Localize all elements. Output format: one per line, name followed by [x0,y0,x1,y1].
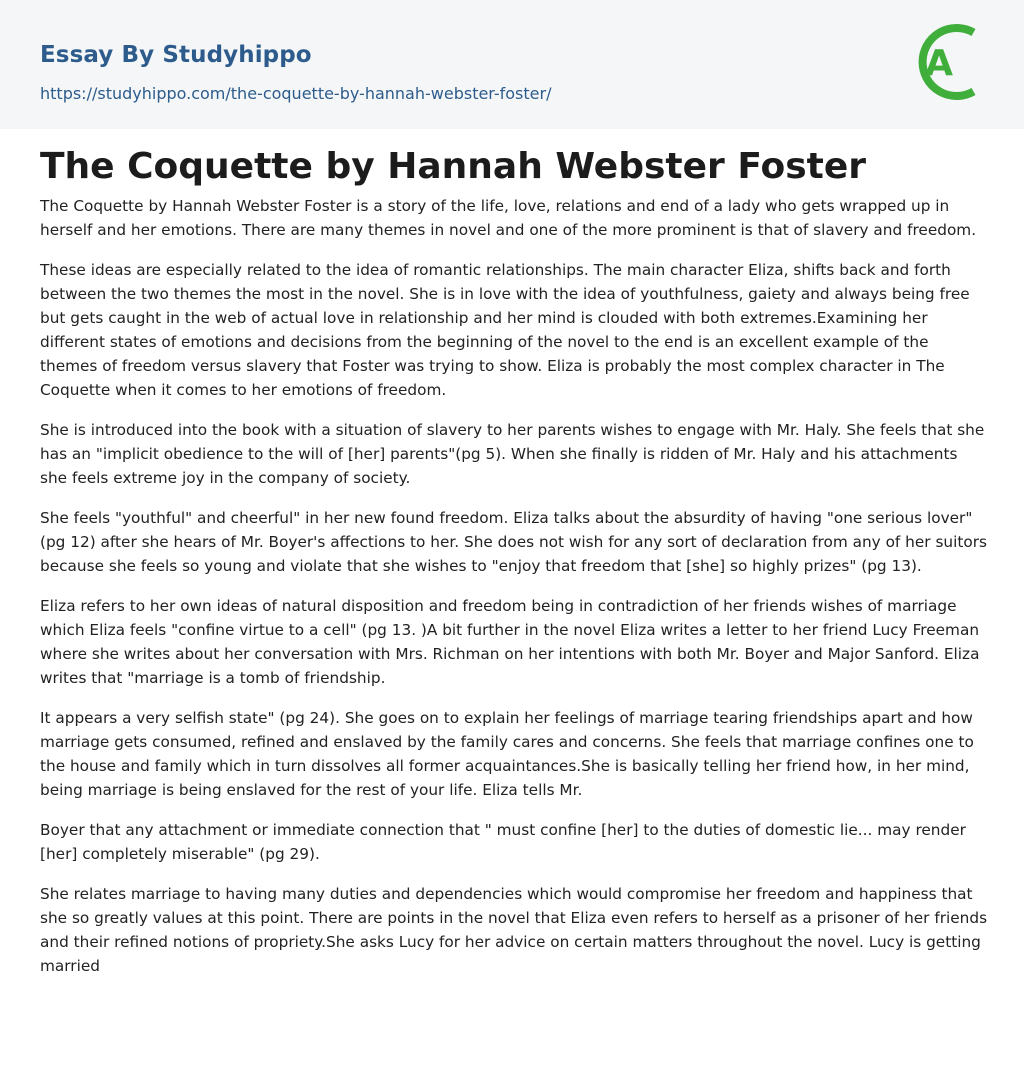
essay-paragraph: She feels "youthful" and cheerful" in her new found freedom. Eliza talks about the absurdity of having "one serious lover" (pg 12) after she hears of Mr. Boyer's affections to her. She does not wish for any sort of declaration from any of her suitors because she feels so young and violate that she wishes to "enjoy that freedom that [she] so highly prizes" (pg 13). [40,509,987,575]
essay-body [40,194,988,994]
essay-paragraph: The Coquette by Hannah Webster Foster is a story of the life, love, relations and end of a lady who gets wrapped up in herself and her emotions. There are many themes in novel and one of the more prominent is that of slavery and freedom. [40,197,977,239]
studyhippo-logo-icon[interactable] [912,18,988,106]
page-title: The Coquette by Hannah Webster Foster [40,146,866,187]
essay-url-link[interactable]: https://studyhippo.com/the-coquette-by-hannah-webster-foster/ [40,84,552,103]
essay-paragraph: These ideas are especially related to the idea of romantic relationships. The main character Eliza, shifts back and forth between the two themes the most in the novel. She is in love with the idea of youthfulness, gaiety and always being free but gets caught in the web of actual love in relationship and her mind is clouded with both extremes.Examining her different states of emotions and decisions from the beginning of the novel to the end is an excellent example of the themes of freedom versus slavery that Foster was trying to show. Eliza is probably the most complex character in The Coquette when it comes to her emotions of freedom. [40,261,970,399]
essay-paragraph: She is introduced into the book with a situation of slavery to her parents wishes to engage with Mr. Haly. She feels that she has an "implicit obedience to the will of [her] parents"(pg 5). When she finally is ridden of Mr. Haly and his attachments she feels extreme joy in the company of society. [40,421,985,487]
essay-paragraph: Eliza refers to her own ideas of natural disposition and freedom being in contradiction of her friends wishes of marriage which Eliza feels "confine virtue to a cell" (pg 13. )A bit further in the novel Eliza writes a letter to her friend Lucy Freeman where she writes about her conversation with Mrs. Richman on her intentions with both Mr. Boyer and Major Sanford. Eliza writes that "marriage is a tomb of friendship. [40,597,980,687]
essay-paragraph: It appears a very selfish state" (pg 24). She goes on to explain her feelings of marriage tearing friendships apart and how marriage gets consumed, refined and enslaved by the family cares and concerns. She feels that marriage confines one to the house and family which in turn dissolves all former acquaintances.She is basically telling her friend how, in her mind, being marriage is being enslaved for the rest of your life. Eliza tells Mr. [40,709,974,799]
brand-title[interactable]: Essay By Studyhippo [40,42,312,68]
essay-paragraph: She relates marriage to having many duties and dependencies which would compromise her freedom and happiness that she so greatly values at this point. There are points in the novel that Eliza even refers to herself as a prisoner of her friends and their refined notions of propriety.She asks Lucy for her advice on certain matters throughout the novel. Lucy is getting married [40,885,988,975]
logo-letter: A [925,43,953,84]
site-header [0,0,1024,129]
essay-paragraph: Boyer that any attachment or immediate connection that " must confine [her] to the duties of domestic lie... may render [her] completely miserable" (pg 29). [40,821,966,863]
